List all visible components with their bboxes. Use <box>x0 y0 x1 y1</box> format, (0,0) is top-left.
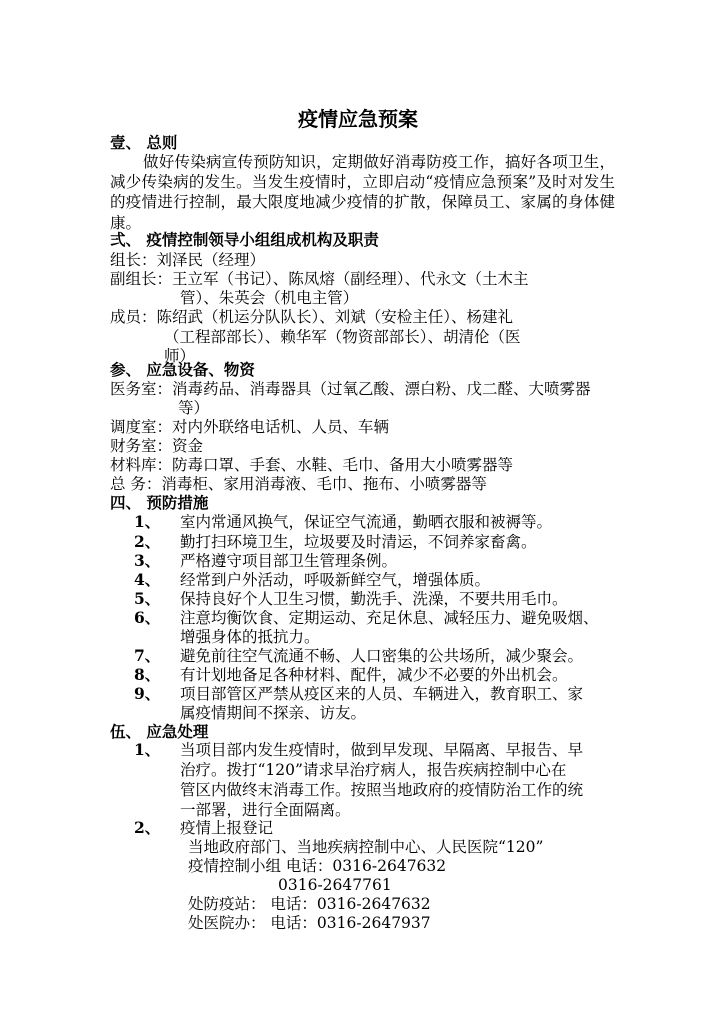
hospital-office-phone: 处医院办： 电话：0316-2647937 <box>188 914 431 932</box>
section-1-heading: 壹、 总则 <box>110 133 178 152</box>
medical-room-line-2: 等） <box>178 399 210 417</box>
members-line-3: 师） <box>164 347 196 365</box>
measure-number: 1、 <box>134 512 161 531</box>
control-group-phone: 疫情控制小组 电话：0316-2647632 <box>188 857 447 875</box>
response-number: 1、 <box>134 740 161 759</box>
members-line-2: （工程部部长）、赖华军（物资部部长）、胡清伦（医 <box>164 328 521 346</box>
measure-number: 8、 <box>134 665 161 684</box>
measure-number: 2、 <box>134 532 161 551</box>
response-text-line-3: 管区内做终末消毒工作。按照当地政府的疫情防治工作的统 <box>180 781 584 799</box>
leader-line: 组长：刘泽民（经理） <box>110 251 266 269</box>
response-text-line-4: 一部署，进行全面隔离。 <box>180 801 351 819</box>
measure-text-continued: 属疫情期间不探亲、访友。 <box>180 704 367 722</box>
finance-room-line: 财务室：资金 <box>110 437 204 455</box>
control-group-phone-2: 0316-2647761 <box>278 876 392 894</box>
section-4-heading: 四、 预防措施 <box>110 493 209 512</box>
measure-number: 9、 <box>134 684 161 703</box>
measure-number: 3、 <box>134 551 161 570</box>
vice-leader-line-1: 副组长：王立军（书记）、陈凤熔（副经理）、代永文（土木主 <box>110 270 529 288</box>
materials-store-line: 材料库：防毒口罩、手套、水鞋、毛巾、备用大小喷雾器等 <box>110 456 514 474</box>
section-1-paragraph: 做好传染病宣传预防知识，定期做好消毒防疫工作，搞好各项卫生，减少传染病的发生。当发生疫情时，立即启动“疫情应急预案”及时对发生的疫情进行控制，最大限度地减少疫情的扩散，保障员工、家属的身体健康。 <box>110 153 615 232</box>
response-number: 2、 <box>134 818 161 837</box>
measure-number: 4、 <box>134 570 161 589</box>
section-3-heading: 参、 应急设备、物资 <box>110 360 255 379</box>
measure-text: 经常到户外活动，呼吸新鲜空气，增强体质。 <box>180 571 491 589</box>
measure-number: 7、 <box>134 646 161 665</box>
response-text-line-1: 当项目部内发生疫情时，做到早发现、早隔离、早报告、早 <box>180 741 584 759</box>
vice-leader-line-2: 管）、朱英会（机电主管） <box>180 289 359 307</box>
report-organizations: 当地政府部门、当地疾病控制中心、人民医院“120” <box>188 838 544 856</box>
section-5-heading: 伍、 应急处理 <box>110 722 209 741</box>
measure-number: 6、 <box>134 608 161 627</box>
measure-text: 有计划地备足各种材料、配件，减少不必要的外出机会。 <box>180 666 568 684</box>
measure-text: 项目部管区严禁从疫区来的人员、车辆进入，教育职工、家 <box>180 685 584 703</box>
measure-text: 避免前往空气流通不畅、人口密集的公共场所，减少聚会。 <box>180 647 584 665</box>
section-2-heading: 弍、 疫情控制领导小组组成机构及职责 <box>110 230 379 249</box>
general-affairs-line: 总 务：消毒柜、家用消毒液、毛巾、拖布、小喷雾器等 <box>110 475 487 493</box>
page-title: 疫情应急预案 <box>298 107 418 131</box>
measure-text: 勤打扫环境卫生，垃圾要及时清运，不饲养家畜禽。 <box>180 533 537 551</box>
measure-text: 严格遵守项目部卫生管理条例。 <box>180 552 398 570</box>
measure-number: 5、 <box>134 589 161 608</box>
measure-text: 注意均衡饮食、定期运动、充足休息、减轻压力、避免吸烟、 <box>180 609 599 627</box>
response-text-line-2: 治疗。拨打“120”请求早治疗病人，报告疾病控制中心在 <box>180 761 567 779</box>
measure-text-continued: 增强身体的抵抗力。 <box>180 628 320 646</box>
dispatch-room-line: 调度室：对内外联络电话机、人员、车辆 <box>110 418 390 436</box>
measure-text: 室内常通风换气，保证空气流通，勤晒衣服和被褥等。 <box>180 513 553 531</box>
members-line-1: 成员：陈绍武（机运分队队长）、刘斌（安检主任）、杨建礼 <box>110 308 514 326</box>
report-registration-title: 疫情上报登记 <box>180 819 274 837</box>
medical-room-line-1: 医务室：消毒药品、消毒器具（过氧乙酸、漂白粉、戊二醛、大喷雾器 <box>110 380 591 398</box>
epidemic-station-phone: 处防疫站： 电话：0316-2647632 <box>188 895 431 913</box>
measure-text: 保持良好个人卫生习惯，勤洗手、洗澡，不要共用毛巾。 <box>180 590 568 608</box>
